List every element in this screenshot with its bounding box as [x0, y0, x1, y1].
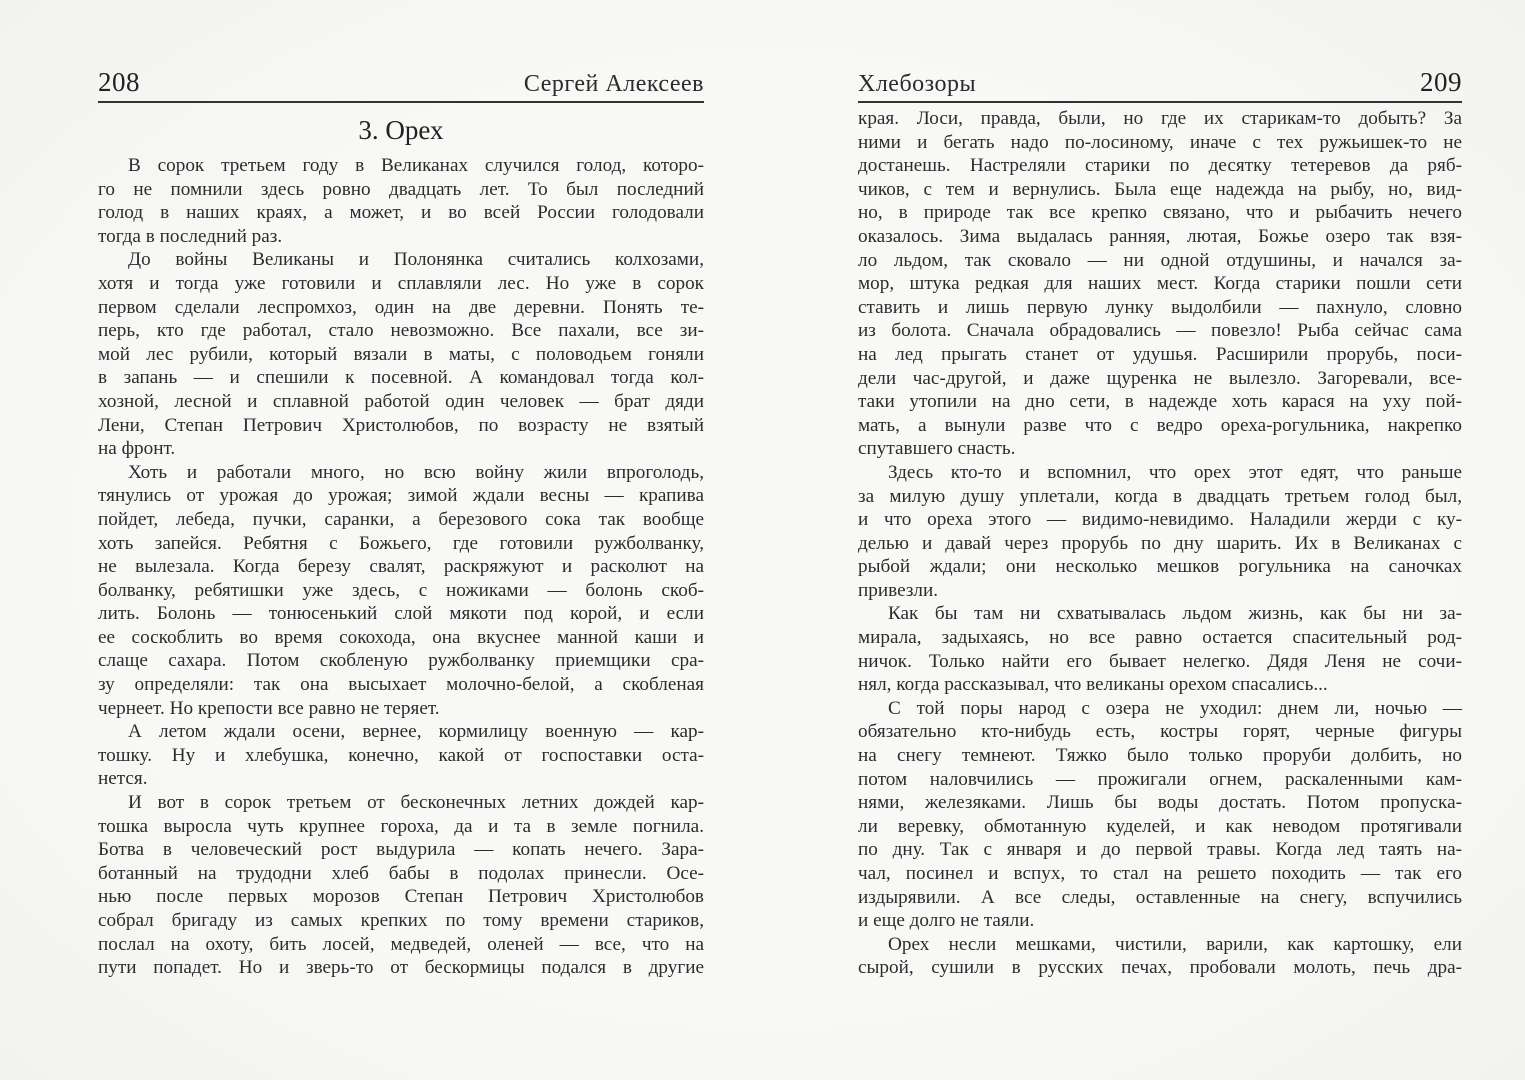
text-line: чернеет. Но крепости все равно не теряет. [98, 697, 440, 719]
text-line: Здесь кто-то и вспомнил, что орех этот едят, что раньше [888, 461, 1462, 483]
text-line: рыбой ждали; они несколько мешков рогульника на саночках [858, 556, 1462, 578]
text-line: Как бы там ни схватывалась льдом жизнь, как бы ни за- [888, 603, 1462, 625]
text-line: Лени, Степан Петрович Христолюбов, по возрасту не взятый [98, 414, 704, 436]
text-line: дели час-другой, и даже щуренка не вылезло. Загоревали, все- [858, 367, 1462, 389]
text-line: пойдет, лебеда, пучки, саранки, а березового сока так вообще [98, 508, 704, 530]
right-running-head [858, 64, 1462, 103]
right-page [858, 64, 1462, 980]
book-title: Хлебозоры [858, 71, 977, 97]
text-line: обязательно кто-нибудь есть, костры горят, черные фигуры [858, 721, 1462, 743]
text-line: оказалось. Зима выдалась ранняя, лютая, Божье озеро так взя- [858, 225, 1462, 247]
text-line: слаще сахара. Потом скобленую ружболванку приемщики сра- [98, 650, 704, 672]
text-line: Ботва в человеческий рост выдурила — копать нечего. Зара- [98, 839, 704, 861]
text-line: в запань — и спешили к посевной. А командовал тогда кол- [98, 367, 704, 389]
text-line: зу определяли: так она высыхает молочно-белой, а скобленая [98, 674, 704, 696]
text-line: по дну. Так с января и до первой травы. Когда лед таять на- [858, 839, 1462, 861]
text-line: перь, кто где работал, стало невозможно. Все пахали, все зи- [98, 320, 704, 342]
text-line: тогда в последний раз. [98, 225, 283, 247]
text-line: ло льдом, так сковало — ни одной отдушины, и начался за- [858, 249, 1462, 271]
page-number: 208 [98, 67, 140, 97]
text-line: на снегу темнеют. Тяжко было только проруби долбить, но [858, 745, 1462, 767]
text-line: Хоть и работали много, но всю войну жили впроголодь, [128, 461, 704, 483]
chapter-title: 3. Орех [358, 115, 444, 145]
text-line: чал, посинел и вспух, то стал на решето походить — так его [858, 863, 1462, 884]
text-line: ничок. Только найти его бывает нелегко. Дядя Леня не сочи- [858, 650, 1462, 672]
text-line: на лед прыгать станет от удушья. Расширили прорубь, поси- [858, 343, 1462, 365]
text-line: В сорок третьем году в Великанах случился голод, которо- [128, 155, 704, 176]
text-line: таки утопили на дно сети, в надежде хоть карася на уху пой- [858, 391, 1462, 413]
text-line: потом наловчились — прожигали огнем, раскаленными кам- [858, 768, 1462, 790]
text-line: нял, когда рассказывал, что великаны орехом спасались... [858, 674, 1328, 696]
text-line: спутавшего снасть. [858, 438, 1016, 460]
text-line: хоть запейся. Ребятня с Божьего, где готовили ружболванку, [98, 532, 704, 554]
text-line: не вылезала. Когда березу свалят, раскряжуют и расколют на [98, 556, 704, 578]
text-line: С той поры народ с озера не уходил: днем ли, ночью — [888, 697, 1462, 719]
text-line: делью и давай через прорубь по дну шарить. Их в Великанах с [858, 532, 1462, 554]
text-line: нью после первых морозов Степан Петрович Христолюбов [98, 886, 704, 908]
text-line: нется. [98, 768, 148, 790]
text-line: мирала, задыхаясь, но все равно остается спасительный род- [858, 627, 1462, 649]
text-line: издырявили. А все следы, оставленные на снегу, вспучились [858, 886, 1462, 908]
author-name: Сергей Алексеев [523, 71, 704, 97]
text-line: сырой, сушили в русских печах, пробовали молоть, печь дра- [858, 957, 1462, 979]
text-line: И вот в сорок третьем от бесконечных летних дождей кар- [128, 792, 704, 814]
left-body-text [98, 154, 704, 980]
text-line: тошку. Ну и хлебушка, конечно, какой от госпоставки оста- [98, 744, 704, 766]
text-line: нями, железяками. Лишь бы воды достать. Потом пропуска- [858, 792, 1462, 814]
text-line: послал на охоту, бить лосей, медведей, оленей — все, что на [98, 933, 704, 955]
text-line: собрал бригаду из самых крепких по тому времени стариков, [98, 910, 704, 931]
text-line: А летом ждали осени, вернее, кормилицу военную — кар- [128, 721, 704, 743]
text-line: ли веревку, обмотанную куделей, и как неводом протягивали [858, 815, 1462, 837]
text-line: ними и бегать надо по-лосиному, иначе с тех ружьишек-то не [858, 131, 1462, 153]
text-line: края. Лоси, правда, были, но где их старикам-то добыть? За [858, 108, 1462, 129]
text-line: Орех несли мешками, чистили, варили, как картошку, ели [888, 933, 1462, 955]
text-line: мой лес рубили, который вязали в маты, с половодьем гоняли [98, 343, 704, 365]
text-line: на фронт. [98, 438, 176, 460]
text-line: ботанный на трудодни хлеб бабы в подолах принесли. Осе- [98, 862, 704, 884]
text-line: но, в природе так все крепко связано, что и рыбачить нечего [858, 202, 1462, 224]
text-line: достанешь. Настреляли старики по десятку тетеревов да ряб- [858, 155, 1462, 177]
text-line: ставить и лишь первую лунку выдолбили — пахнуло, словно [858, 296, 1462, 318]
text-line: и еще долго не таяли. [858, 910, 1035, 932]
text-line: из болота. Сначала обрадовались — повезло! Рыба сейчас сама [858, 320, 1462, 342]
text-line: тошка выросла чуть крупнее гороха, да и та в земле погнила. [98, 815, 704, 837]
text-line: первом сделали леспромхоз, один на две деревни. Понять те- [98, 296, 704, 318]
text-line: привезли. [858, 579, 939, 601]
text-line: мать, а вынули разве что с ведро ореха-рогульника, накрепко [858, 414, 1462, 436]
text-line: лить. Болонь — тонюсенький слой мякоти под корой, и если [98, 603, 704, 625]
page-number: 209 [1420, 67, 1462, 97]
text-line: го не помнили здесь ровно двадцать лет. То был последний [98, 178, 704, 200]
left-running-head [98, 64, 704, 103]
text-line: мор, штука редкая для наших мест. Когда старики пошли сети [858, 273, 1462, 295]
text-line: тянулись от урожая до урожая; зимой ждали весны — крапива [98, 485, 704, 507]
text-line: ее соскоблить во время сокохода, она вкуснее манной каши и [98, 626, 704, 648]
text-line: за милую душу уплетали, когда в двадцать третьем голод был, [858, 485, 1462, 507]
text-line: До войны Великаны и Полонянка считались колхозами, [128, 249, 704, 271]
text-line: чиков, с тем и вернулись. Была еще надежда на рыбу, но, вид- [858, 178, 1462, 200]
text-line: хозной, лесной и сплавной работой один человек — брат дяди [98, 390, 704, 412]
text-line: болванку, ребятишки уже здесь, с ножиками — болонь скоб- [98, 579, 704, 601]
text-line: пути попадет. Но и зверь-то от бескормицы подался в другие [98, 957, 704, 979]
text-line: голод в наших краях, а может, и во всей России голодовали [98, 202, 704, 224]
left-page [98, 64, 704, 980]
text-line: хотя и тогда уже готовили и сплавляли лес. Но уже в сорок [98, 272, 704, 294]
right-body-text [858, 107, 1462, 980]
text-line: и что ореха этого — видимо-невидимо. Наладили жерди с ку- [858, 509, 1462, 531]
